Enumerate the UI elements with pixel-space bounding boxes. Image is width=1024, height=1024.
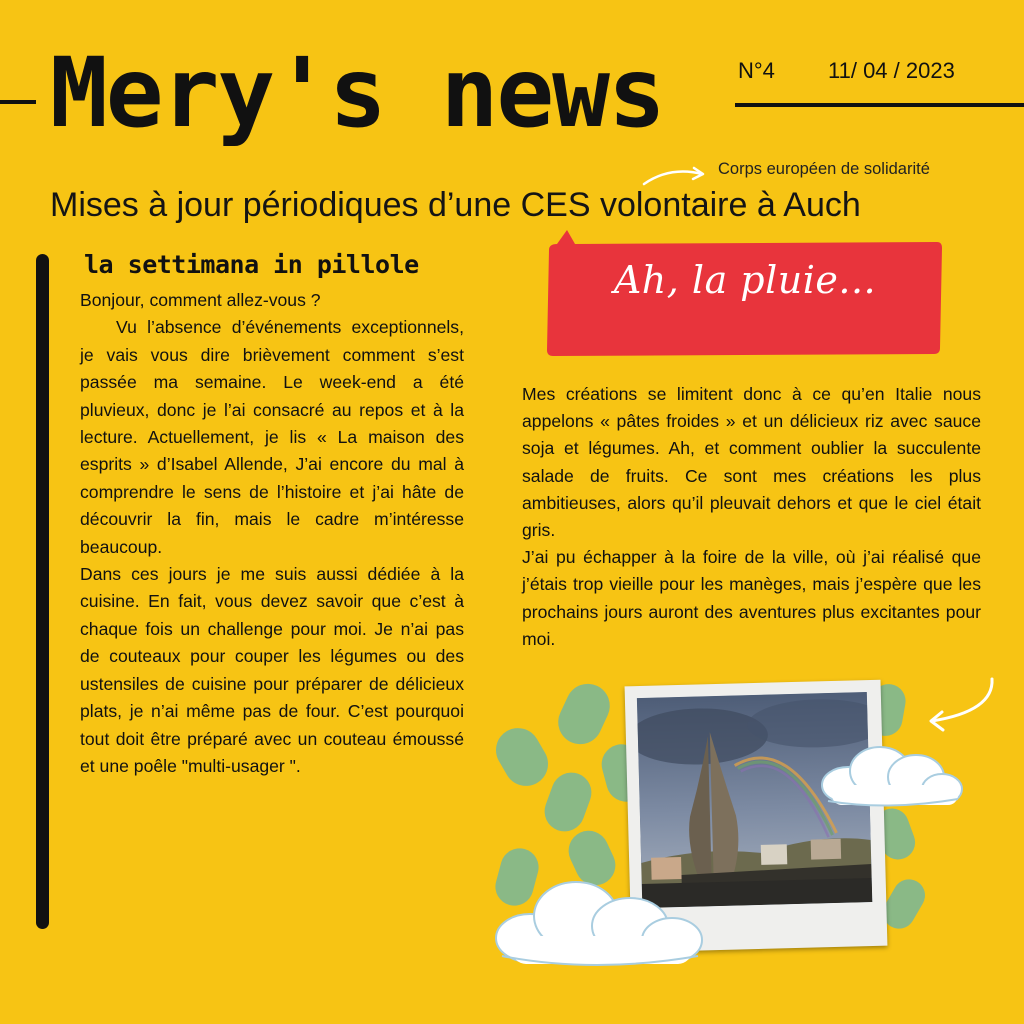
decor-blob — [551, 677, 617, 752]
page-title: Mery's news — [50, 37, 664, 149]
masthead-rule-left — [0, 100, 36, 104]
right-article — [522, 381, 981, 653]
cloud-icon — [818, 741, 964, 811]
issue-number: N°4 — [738, 58, 775, 83]
decor-blob — [488, 720, 556, 794]
right-paragraph: J’ai pu échapper à la foire de la ville, où j’ai réalisé que j’étais trop vieille pour les manèges, mais j’espère que les prochains jours auront des aventures plus excitantes pour moi. — [522, 547, 981, 649]
subtitle: Mises à jour périodiques d’une CES volontaire à Auch — [50, 186, 861, 224]
left-paragraph: Vu l’absence d’événements exceptionnels, je vais vous dire brièvement comment s’est passée ma semaine. Le week-end a été pluvieux, donc je l’ai consacré au repos et à la lecture. Actuellement, je lis « La maison des esprits » d’Isabel Allende, J’ai encore du mal à comprendre le sens de l’histoire et j’ai hâte de découvrir la fin, mais le cadre m’intéresse beaucoup. — [80, 317, 464, 557]
left-paragraph: Dans ces jours je me suis aussi dédiée à la cuisine. En fait, vous devez savoir que c’est à chaque fois un challenge pour moi. Je n’ai pas de couteaux pour couper les légumes ou des ustensiles de cuisine pour préparer de délicieux plats, je n’ai même pas de four. C’est pourquoi tout doit être préparé avec un couteau émoussé et une poêle "multi-usager ". — [80, 564, 464, 776]
issue-date: 11/ 04 / 2023 — [828, 58, 955, 83]
left-paragraph: Bonjour, comment allez-vous ? — [80, 290, 321, 310]
column-bar — [36, 254, 49, 929]
banner-text: Ah, la pluie... — [613, 258, 877, 302]
decor-blob — [539, 767, 597, 837]
right-paragraph: Mes créations se limitent donc à ce qu’en Italie nous appelons « pâtes froides » et un délicieux riz avec sauce soja et légumes. Ah, et comment oublier la succulente salade de fruits. Ce sont mes créations les plus ambitieuses, alors qu’il pleuvait dehors et que le ciel était gris. — [522, 384, 981, 541]
ces-annotation: Corps européen de solidarité — [718, 160, 930, 178]
cloud-icon — [494, 876, 706, 972]
column-heading: la settimana in pillole — [84, 250, 419, 279]
left-article — [80, 287, 464, 780]
masthead-rule-right — [735, 103, 1024, 107]
curved-arrow-icon — [922, 675, 1002, 735]
